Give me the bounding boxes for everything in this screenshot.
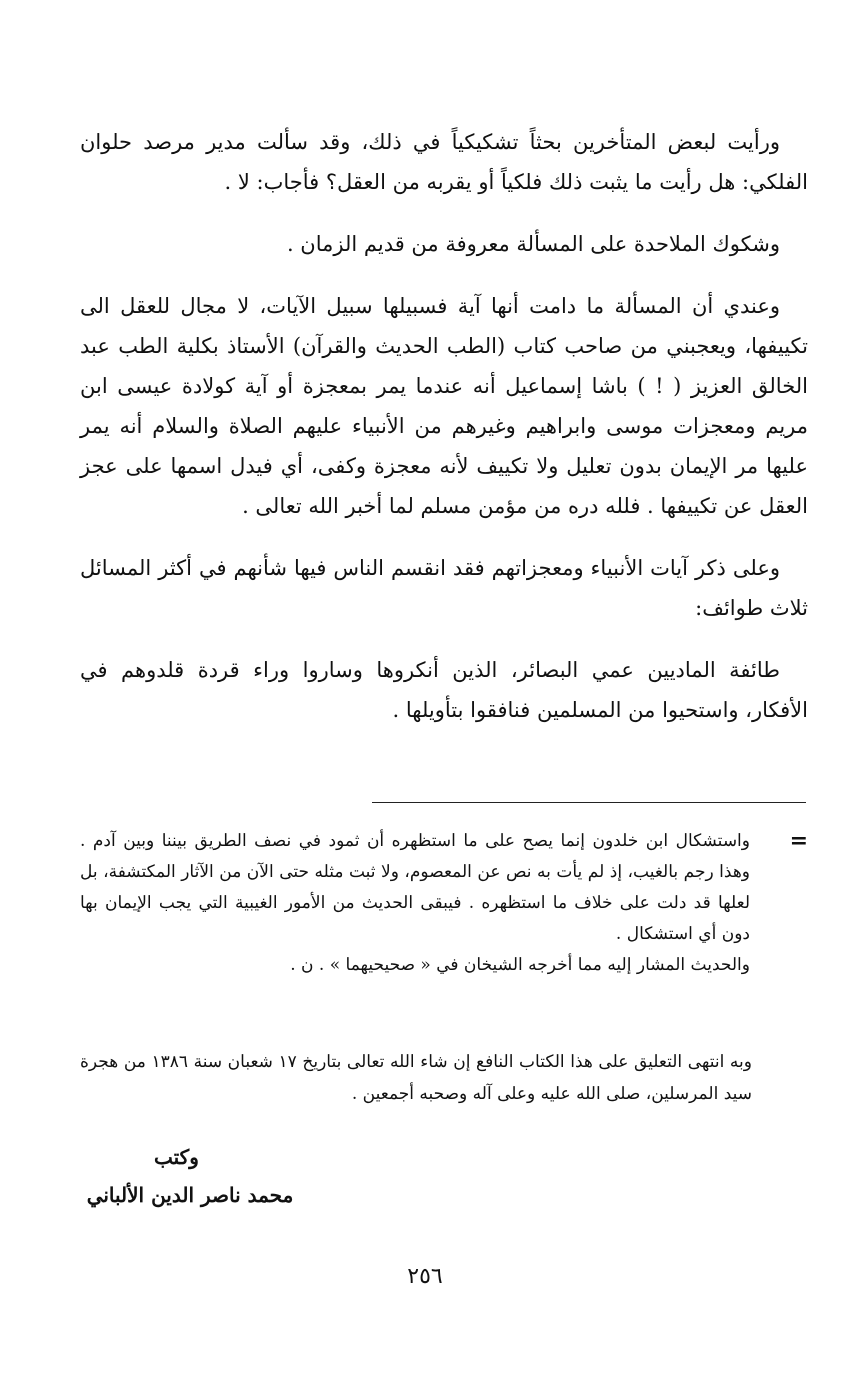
signature	[80, 1138, 300, 1214]
signature-wrote: وكتب	[154, 1145, 199, 1169]
footnote-hadith-note: والحديث المشار إليه مما أخرجه الشيخان في « صحيحيهما » . ن .	[290, 955, 750, 975]
paragraph-3: وعندي أن المسألة ما دامت أنها آية فسبيلها سبيل الآيات، لا مجال للعقل الى تكييفها، ويعجبني من صاحب كتاب (الطب الحديث والقرآن) الأستاذ بكلية الطب عبد الخالق العزيز ( ! ) باشا إسماعيل أنه عندما يمر بمعجزة أو آية كولادة عيسى ابن مريم ومعجزات موسى وابراهيم وغيرهم من الأنبياء عليهم الصلاة والسلام أنه يمر عليها مر الإيمان بدون تعليل ولا تكييف لأنه معجزة وكفى، أي فيدل اسمها على عجز العقل عن تكييفها . فلله دره من مؤمن مسلم لما أخبر الله تعالى .	[80, 294, 808, 518]
footnote-separator	[372, 802, 806, 803]
page-number: ٢٥٦	[407, 1264, 443, 1289]
footnote-body	[80, 826, 750, 981]
closing-text: وبه انتهى التعليق على هذا الكتاب النافع إن شاء الله تعالى بتاريخ ١٧ شعبان سنة ١٣٨٦ من هجرة سيد المرسلين، صلى الله عليه وعلى آله وصحبه أجمعين .	[80, 1052, 752, 1104]
signature-author: محمد ناصر الدين الألباني	[86, 1183, 294, 1207]
paragraph-4: وعلى ذكر آيات الأنبياء ومعجزاتهم فقد انقسم الناس فيها شأنهم في أكثر المسائل ثلاث طوائف:	[80, 556, 808, 620]
footnote-text: واستشكال ابن خلدون إنما يصح على ما استظهره أن ثمود في نصف الطريق بيننا وبين آدم . وهذا رجم بالغيب، إذ لم يأت به نص عن المعصوم، ولا ثبت مثله حتى الآن من الآثار المكتشفة، بل لعلها قد دلت على خلاف ما استظهره . فيبقى الحديث من الأمور الغيبية التي يجب الإيمان بها دون أي استشكال .	[80, 831, 750, 944]
footnote-continuation-marker: =	[789, 828, 808, 854]
paragraph-1: ورأيت لبعض المتأخرين بحثاً تشكيكياً في ذلك، وقد سألت مدير مرصد حلوان الفلكي: هل رأيت ما يثبت ذلك فلكياً أو يقربه من العقل؟ فأجاب: لا .	[80, 130, 808, 194]
closing-note	[80, 1046, 752, 1110]
paragraph-5: طائفة الماديين عمي البصائر، الذين أنكروها وساروا وراء قردة قلدوهم في الأفكار، واستحيوا من المسلمين فنافقوا بتأويلها .	[80, 658, 808, 722]
paragraph-2: وشكوك الملاحدة على المسألة معروفة من قديم الزمان .	[286, 232, 780, 256]
footnotes	[80, 826, 808, 981]
main-text	[80, 122, 808, 752]
